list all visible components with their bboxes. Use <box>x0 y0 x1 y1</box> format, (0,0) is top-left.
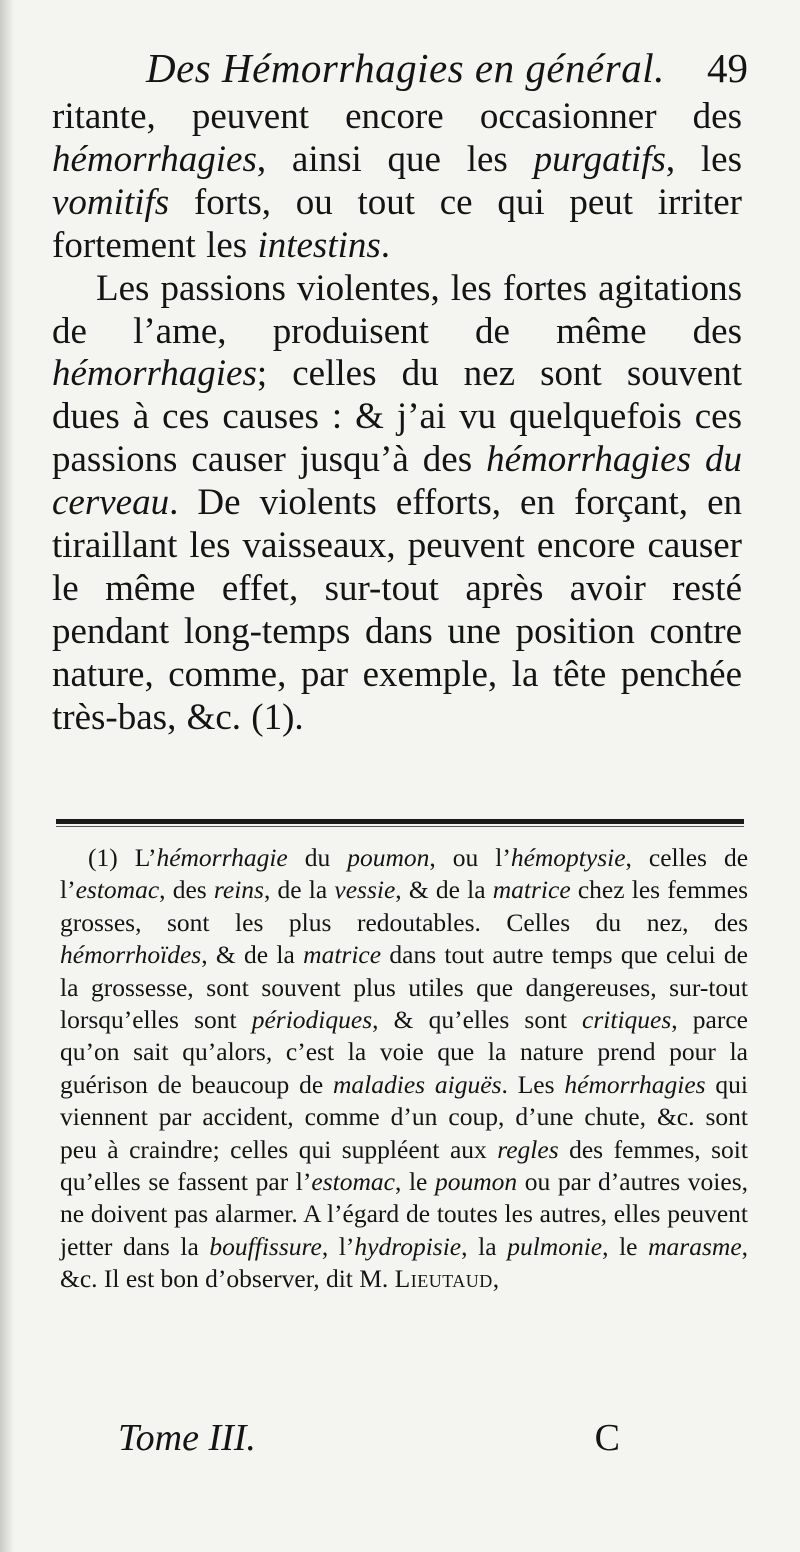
text-run: ; celles du nez sont souvent dues à ces causes : & j’ai vu quelquefois ces passions causer jusqu’à des <box>52 353 742 481</box>
text-run: . De violents efforts, en forçant, en tiraillant les vaisseaux, peuvent encore causer le même effet, sur-tout après avoir resté pendant long-temps dans une position contre nature, comme, par exemple, la tête penchée très-bas, &c. (1). <box>52 482 742 738</box>
text-run: des femmes, soit qu’elles se fassent par l’ <box>60 1134 748 1197</box>
text-run: , l’ <box>321 1231 355 1261</box>
paragraph-continuation <box>52 96 742 268</box>
italic-term: intestins <box>257 224 381 266</box>
italic-term: critiques <box>582 1005 672 1035</box>
text-run: , & de la <box>395 875 493 905</box>
text-run: qui viennent par accident, comme d’un coup, d’une chute, &c. sont peu à craindre; celles qui suppléent aux <box>60 1069 748 1164</box>
italic-term: bouffissure <box>209 1231 322 1261</box>
author-name: Lieutaud <box>394 1264 493 1294</box>
text-run: , & de la <box>201 940 304 970</box>
italic-term: vessie <box>334 875 396 905</box>
italic-term: hémorrhagies <box>52 353 257 395</box>
italic-term: pulmonie <box>507 1231 603 1261</box>
text-run: forts, ou tout ce qui peut irriter fortement les <box>52 181 742 266</box>
text-run: , parce qu’on sait qu’alors, c’est la voie que la nature prend pour la guérison de beaucoup de <box>60 1005 748 1099</box>
italic-term: hémorrhagies du cerveau <box>52 439 742 524</box>
text-run: . Les <box>501 1069 565 1099</box>
text-run: , le <box>394 1167 435 1197</box>
footnote <box>60 842 748 1296</box>
italic-term: poumon <box>434 1167 518 1197</box>
text-run: ritante, peuvent encore occasionner des <box>52 96 742 137</box>
italic-term: matrice <box>492 875 571 905</box>
text-run: . <box>380 224 391 266</box>
italic-term: estomac <box>311 1167 395 1197</box>
italic-term: purgatifs <box>533 138 666 180</box>
italic-term: hémorrhagies <box>52 138 257 180</box>
italic-term: estomac <box>75 875 160 905</box>
italic-term: marasme <box>648 1231 742 1261</box>
italic-term: hydropisie <box>354 1231 462 1261</box>
italic-term: vomitifs <box>52 181 170 223</box>
italic-term: hémorrhagie <box>156 843 288 872</box>
text-run: , ainsi que les <box>256 138 534 180</box>
text-run: du <box>287 843 348 872</box>
text-run: , de la <box>263 875 335 905</box>
italic-term: hémorrhoïdes <box>60 940 202 970</box>
text-run: Les passions violentes, les fortes agitations de l’ame, produisent de même des <box>52 267 742 352</box>
text-run: , des <box>159 875 214 905</box>
page-header <box>58 44 748 100</box>
running-title: Des Hémorrhagies en général. <box>146 45 665 91</box>
footnote-separator-rule <box>56 819 744 824</box>
text-run: (1) L’ <box>88 843 157 872</box>
signature-mark: C <box>594 1417 620 1459</box>
italic-term: hémorrhagies <box>564 1069 706 1099</box>
text-run: chez les femmes grosses, sont les plus redoutables. Celles du nez, des <box>60 875 748 937</box>
italic-term: périodiques <box>251 1005 373 1035</box>
text-run: , <box>492 1264 500 1294</box>
text-run: , les <box>665 138 742 180</box>
text-run: , & qu’elles sont <box>372 1005 583 1035</box>
italic-term: poumon <box>347 843 430 872</box>
paragraph-passions <box>52 268 742 740</box>
italic-term: hémoptysie <box>510 843 626 872</box>
italic-term: matrice <box>303 940 382 970</box>
text-run: , &c. Il est bon d’observer, dit M. <box>60 1231 749 1294</box>
page-footer <box>118 1416 620 1466</box>
text-run: , celles de l’ <box>60 843 749 905</box>
italic-term: maladies aiguës <box>333 1069 502 1099</box>
text-run: , la <box>461 1231 508 1261</box>
main-text <box>52 96 742 740</box>
italic-term: regles <box>497 1134 559 1164</box>
text-run: , ou l’ <box>429 843 511 872</box>
italic-term: reins <box>213 875 264 905</box>
text-run: dans tout autre temps que celui de la grossesse, sont souvent plus utiles que dangereuses, sur-tout lorsqu’elles sont <box>60 940 748 1035</box>
page-number: 49 <box>707 45 748 91</box>
text-run: , le <box>602 1231 649 1261</box>
text-run: ou par d’autres voies, ne doivent pas alarmer. A l’égard de toutes les autres, elles peuvent jetter dans la <box>60 1167 748 1261</box>
volume-label: Tome III. <box>118 1417 256 1459</box>
